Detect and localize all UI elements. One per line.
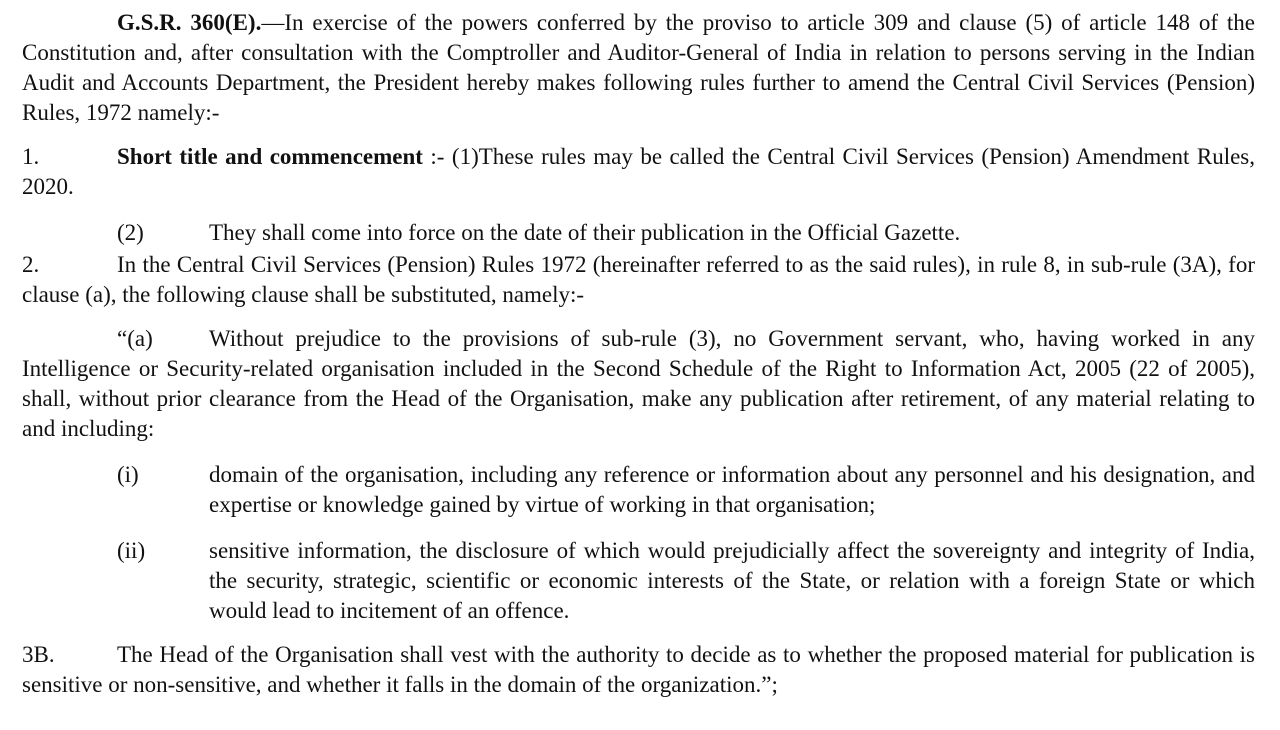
rule-1-heading: Short title and commencement	[117, 144, 423, 169]
clause-a-text: Without prejudice to the provisions of sub-rule (3), no Government servant, who, having worked in any Intelligence or Security-related organisation included in the Second Schedule of the Right to Information Act, 2005 (22 of 2005), shall, without prior clearance from the Head of the Organisation, make any publication after retirement, of any material relating to and including:	[22, 326, 1255, 441]
preamble-text: —In exercise of the powers conferred by the proviso to article 309 and clause (5) of article 148 of the Constitution and, after consultation with the Comptroller and Auditor-General of India in relation to persons serving in the Indian Audit and Accounts Department, the President hereby makes following rules further to amend the Central Civil Services (Pension) Rules, 1972 namely:-	[22, 10, 1255, 125]
rule-1-number: 1.	[22, 144, 40, 169]
rule-1-subclause-2	[117, 218, 1255, 248]
rule-3b-paragraph	[22, 640, 1255, 700]
rule-3b-text: The Head of the Organisation shall vest with the authority to decide as to whether the proposed material for publication is sensitive or non-sensitive, and whether it falls in the domain of the organization.”;	[22, 642, 1255, 697]
rule-2-number: 2.	[22, 252, 40, 277]
item-i-label: (i)	[117, 462, 139, 487]
item-ii-label: (ii)	[117, 538, 146, 563]
rule-1-paragraph	[22, 142, 1255, 202]
preamble-paragraph	[22, 8, 1255, 128]
gsr-reference: G.S.R. 360(E).	[117, 10, 262, 35]
item-i-text: domain of the organisation, including any reference or information about any personnel and his designation, and expertise or knowledge gained by virtue of working in that organisation;	[209, 462, 1255, 517]
gazette-notification	[22, 8, 1255, 700]
clause-item-ii	[117, 536, 1255, 626]
clause-a-label: “(a)	[117, 326, 153, 351]
subclause-2-text: They shall come into force on the date of their publication in the Official Gazette.	[209, 220, 961, 245]
item-ii-text: sensitive information, the disclosure of which would prejudicially affect the sovereignty and integrity of India, the security, strategic, scientific or economic interests of the State, or relation with a foreign State or which would lead to incitement of an offence.	[209, 538, 1255, 623]
rule-2-paragraph	[22, 250, 1255, 310]
rule-3b-number: 3B.	[22, 642, 55, 667]
rule-1-text: :- (1)These rules may be called the Central Civil Services (Pension) Amendment Rules, 2020.	[22, 144, 1255, 199]
clause-item-i	[117, 460, 1255, 520]
subclause-2-label: (2)	[117, 220, 144, 245]
rule-2-text: In the Central Civil Services (Pension) Rules 1972 (hereinafter referred to as the said rules), in rule 8, in sub-rule (3A), for clause (a), the following clause shall be substituted, namely:-	[22, 252, 1255, 307]
clause-a-paragraph	[22, 324, 1255, 444]
